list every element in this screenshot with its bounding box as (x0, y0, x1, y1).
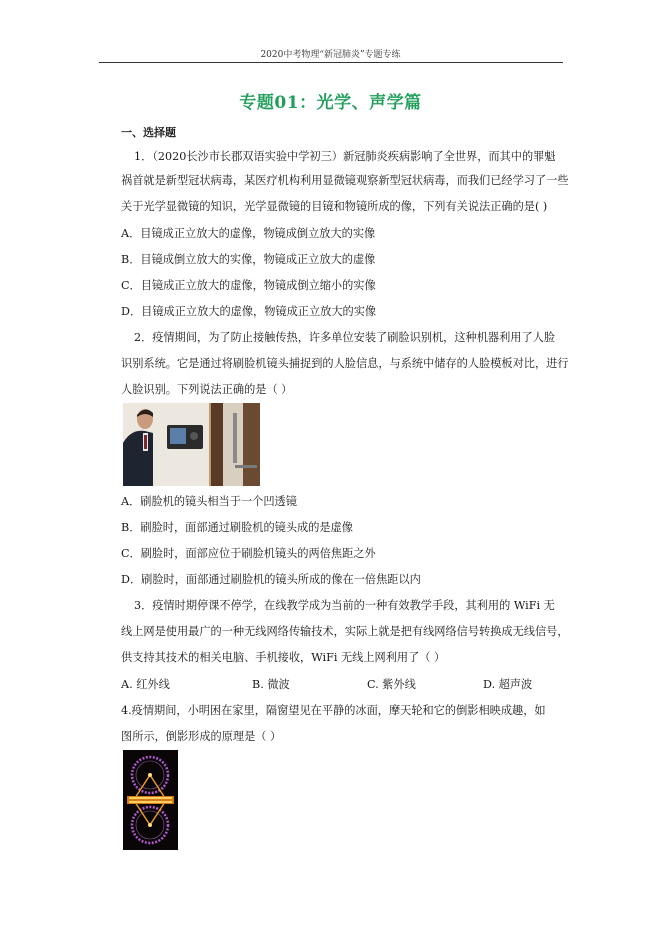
q2-option-d: D．刷脸时，面部通过刷脸机的镜头所成的像在一倍焦距以内 (121, 573, 421, 586)
ferris-wheel-reflection-photo (123, 750, 178, 850)
ferris-wheel-illustration (123, 750, 178, 850)
q1-line-3: 关于光学显微镜的知识，光学显微镜的目镜和物镜所成的像，下列有关说法正确的是( ) (121, 200, 548, 213)
q3-option-b: B. 微波 (252, 678, 290, 691)
face-scanner-photo (123, 403, 260, 486)
q1-line-1: 1．（2020长沙市长郡双语实验中学初三）新冠肺炎疾病影响了全世界，而其中的罪魁 (134, 150, 556, 163)
q4-line-2: 图所示，倒影形成的原理是（ ） (121, 730, 282, 743)
header-divider (99, 62, 563, 63)
q2-line-3: 人脸识别。下列说法正确的是（ ） (121, 383, 293, 396)
face-scanner-illustration (123, 403, 260, 486)
q3-line-1: 3．疫情时期停课不停学，在线教学成为当前的一种有效教学手段，其利用的 WiFi 无 (134, 599, 555, 612)
q1-option-a: A．目镜成正立放大的虚像，物镜成倒立放大的实像 (121, 227, 376, 240)
q3-option-d: D. 超声波 (483, 678, 533, 691)
q2-option-c: C．刷脸时，面部应位于刷脸机镜头的两倍焦距之外 (121, 547, 376, 560)
q2-option-a: A．刷脸机的镜头相当于一个凹透镜 (121, 495, 297, 508)
q2-line-1: 2．疫情期间，为了防止接触传热，许多单位安装了刷脸识别机，这种机器利用了人脸 (134, 331, 556, 344)
page-header: 2020中考物理“新冠肺炎”专题专练 (260, 50, 401, 60)
q2-line-2: 识别系统。它是通过将刷脸机镜头捕捉到的人脸信息，与系统中储存的人脸模板对比，进行 (121, 357, 569, 370)
q3-line-2: 线上网是使用最广的一种无线网络传输技术，实际上就是把有线网络信号转换成无线信号， (121, 625, 569, 638)
section-heading: 一、选择题 (121, 126, 176, 139)
q1-option-c: C．目镜成正立放大的虚像，物镜成倒立缩小的实像 (121, 279, 376, 292)
q3-option-a: A. 红外线 (121, 678, 170, 691)
q3-line-3: 供支持其技术的相关电脑、手机接收，WiFi 无线上网利用了（ ） (121, 651, 446, 664)
page-title: 专题01：光学、声学篇 (239, 93, 422, 113)
q2-option-b: B．刷脸时，面部通过刷脸机的镜头成的是虚像 (121, 521, 353, 534)
q1-option-b: B．目镜成倒立放大的实像，物镜成正立放大的虚像 (121, 253, 376, 266)
q1-option-d: D．目镜成正立放大的虚像，物镜成正立放大的实像 (121, 305, 377, 318)
q4-line-1: 4.疫情期间，小明困在家里，隔窗望见在平静的冰面，摩天轮和它的倒影相映成趣，如 (121, 704, 546, 717)
q3-option-c: C. 紫外线 (367, 678, 416, 691)
q1-line-2: 祸首就是新型冠状病毒，某医疗机构利用显微镜观察新型冠状病毒，而我们已经学习了一些 (121, 174, 569, 187)
